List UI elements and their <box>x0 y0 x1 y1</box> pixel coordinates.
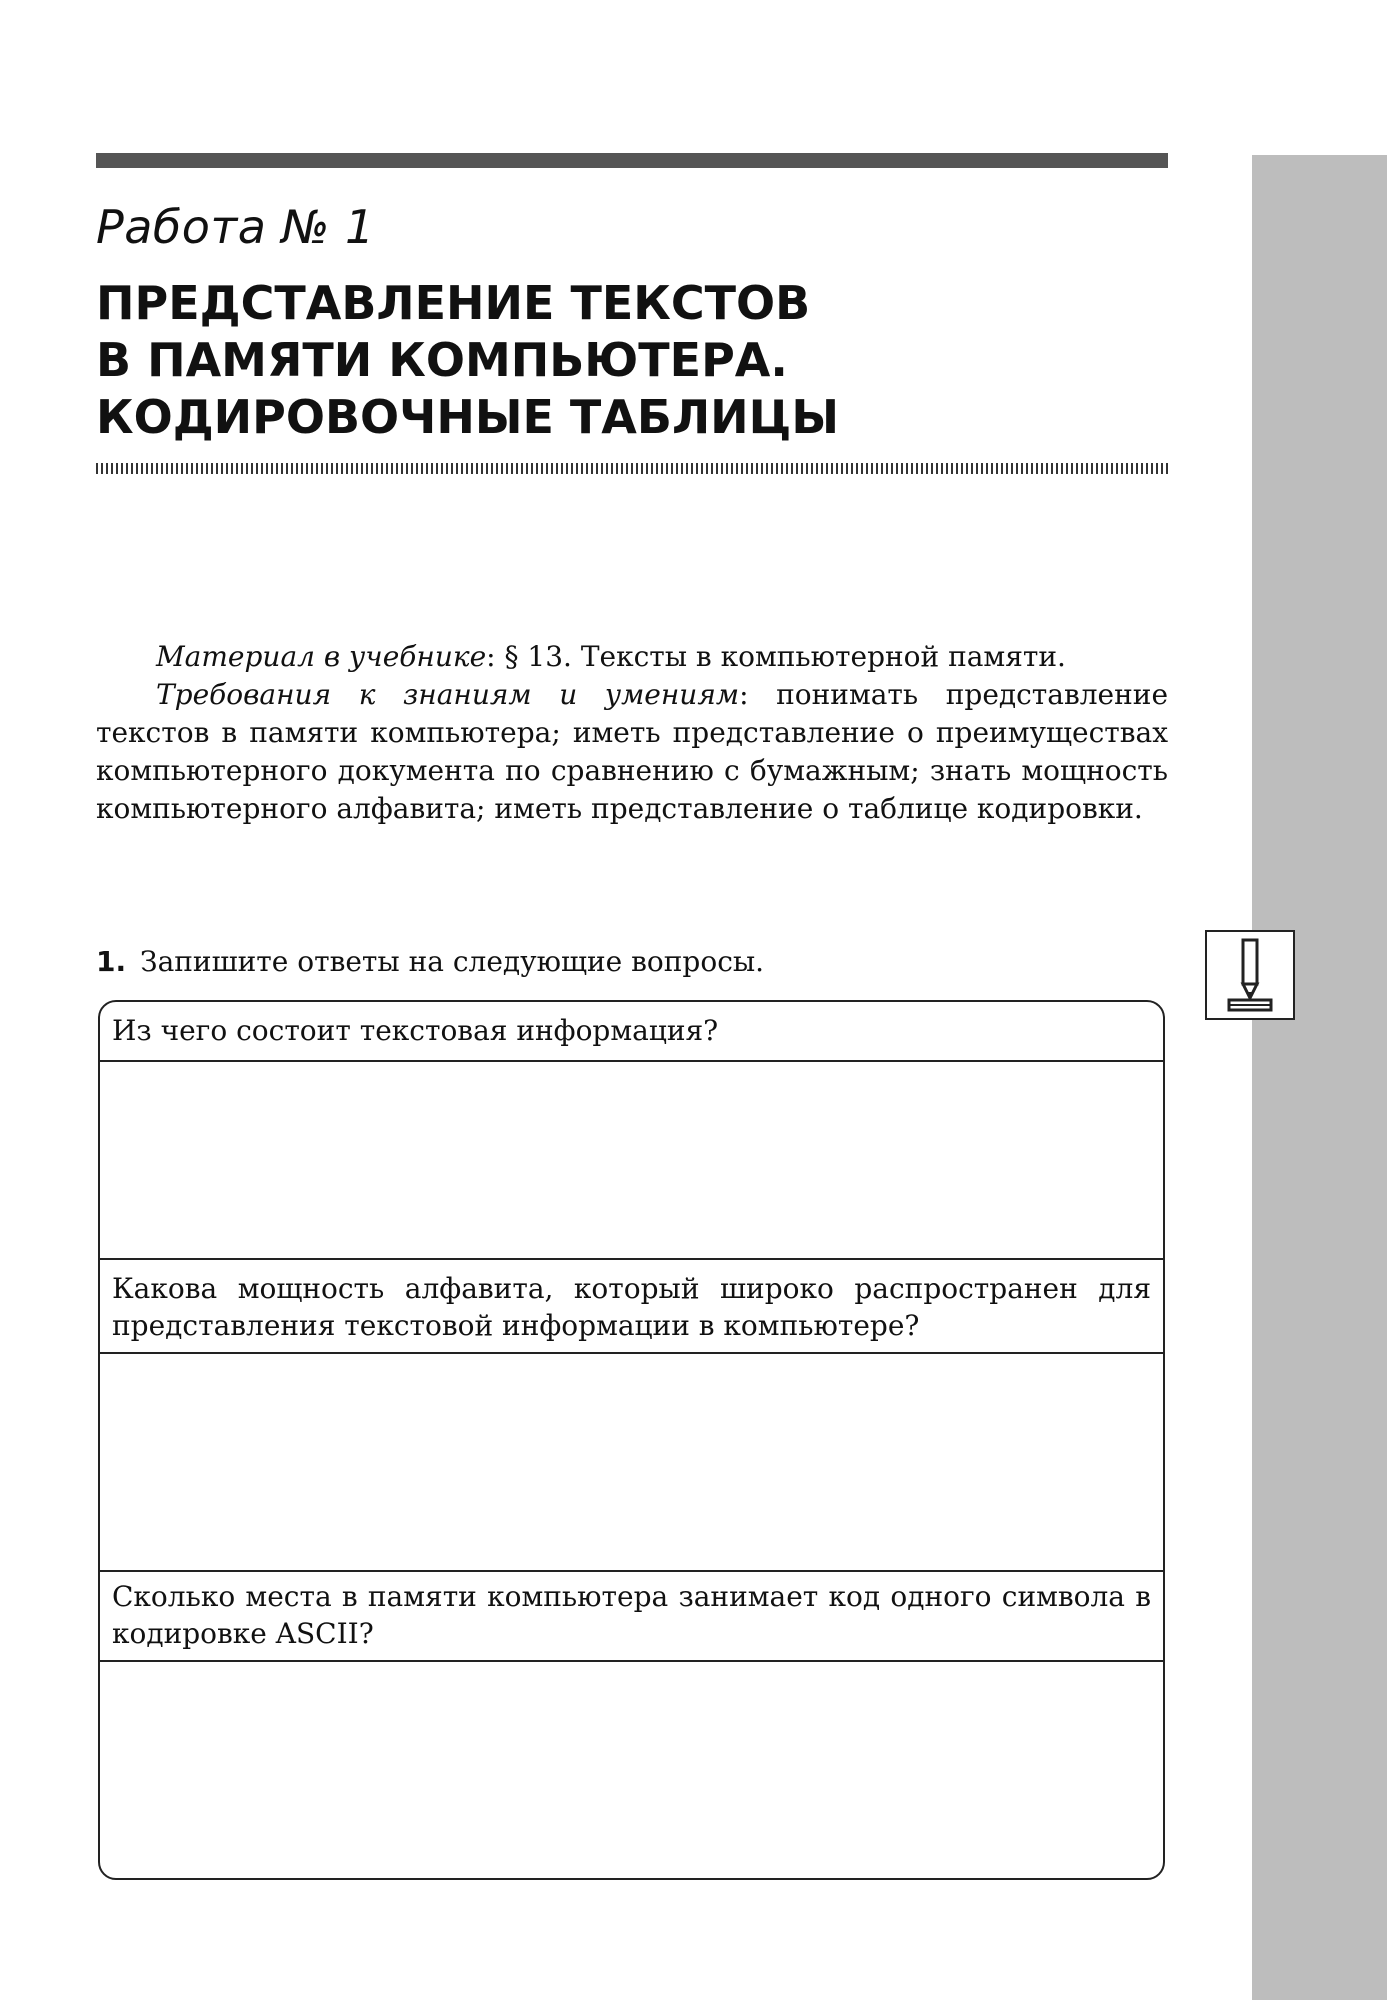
intro-text <box>96 638 1168 828</box>
title-line: В ПАМЯТИ КОМПЬЮТЕРА. <box>96 333 788 387</box>
side-margin-strip <box>1252 155 1387 2000</box>
material-label: Материал в учебнике <box>156 640 487 673</box>
work-number: Работа № 1 <box>96 200 375 254</box>
title-line: ПРЕДСТАВЛЕНИЕ ТЕКСТОВ <box>96 276 811 330</box>
divider <box>100 1570 1163 1572</box>
answer-field-1[interactable] <box>100 1062 1163 1258</box>
requirements-label: Требования к знаниям и умениям <box>156 678 740 711</box>
material-paragraph <box>96 638 1168 676</box>
answer-table <box>98 1000 1165 1880</box>
answer-field-3[interactable] <box>100 1662 1163 1880</box>
pencil-write-icon-graphic <box>1207 932 1293 1018</box>
question-2: Какова мощность алфавита, который широко распространен для представления текстовой информации в компьютере? <box>112 1272 1151 1342</box>
divider <box>100 1258 1163 1260</box>
requirements-text: : понимать представление текстов в памяти компьютера; иметь представление о преимуществах компьютерного документа по сравнению с бумажным; знать мощность компьютерного алфавита; иметь представление о таблице кодировки. <box>96 678 1169 825</box>
task-text: Запишите ответы на следующие вопросы. <box>140 945 765 978</box>
task-1 <box>96 943 1096 981</box>
title-line: КОДИРОВОЧНЫЕ ТАБЛИЦЫ <box>96 390 840 444</box>
material-text: : § 13. Тексты в компьютерной памяти. <box>486 640 1066 673</box>
task-number: 1. <box>96 945 127 978</box>
requirements-paragraph <box>96 676 1168 828</box>
header-bar <box>96 153 1168 168</box>
pencil-write-icon <box>1205 930 1295 1020</box>
question-3: Сколько места в памяти компьютера занимает код одного символа в кодировке ASCII? <box>112 1580 1151 1650</box>
page-title <box>96 275 1168 446</box>
title-divider <box>96 463 1168 474</box>
question-1: Из чего состоит текстовая информация? <box>112 1014 719 1047</box>
answer-field-2[interactable] <box>100 1354 1163 1570</box>
